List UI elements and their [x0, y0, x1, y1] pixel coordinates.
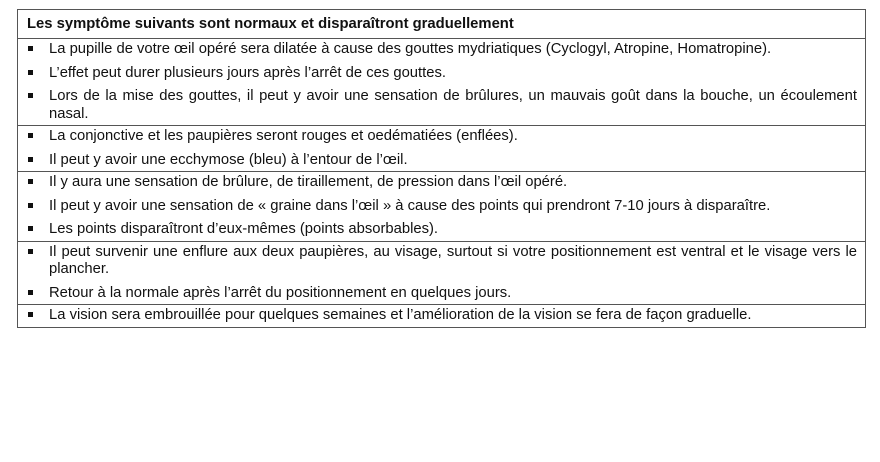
list-item [18, 174, 865, 192]
square-bullet-icon [28, 179, 33, 184]
section-pupil-dilation [18, 39, 865, 125]
list-item-text: Il peut y avoir une ecchymose (bleu) à l’entour de l’œil. [49, 151, 408, 168]
list-item [18, 41, 865, 59]
list-item [18, 65, 865, 83]
section-stitches [18, 171, 865, 241]
symptoms-table [17, 9, 866, 328]
square-bullet-icon [28, 249, 33, 254]
list-item [18, 221, 865, 239]
square-bullet-icon [28, 203, 33, 208]
list-item [18, 198, 865, 216]
square-bullet-icon [28, 226, 33, 231]
list-item-text: Retour à la normale après l’arrêt du positionnement en quelques jours. [49, 284, 512, 301]
list-item [18, 244, 865, 279]
section-eyelids [18, 125, 865, 171]
list-item-text: La pupille de votre œil opéré sera dilatée à cause des gouttes mydriatiques (Cyclogyl, Atropine, Homatropine). [49, 41, 772, 57]
square-bullet-icon [28, 157, 33, 162]
square-bullet-icon [28, 93, 33, 98]
list-item-text: Il peut y avoir une sensation de « graine dans l’œil » à cause des points qui prendront 7-10 jours à disparaître. [49, 197, 771, 214]
table-header: Les symptôme suivants sont normaux et disparaîtront graduellement [18, 10, 865, 39]
square-bullet-icon [28, 312, 33, 317]
square-bullet-icon [28, 46, 33, 51]
list-item [18, 152, 865, 170]
list-item [18, 128, 865, 146]
list-item-text: La conjonctive et les paupières seront rouges et oedématiées (enflées). [49, 128, 518, 144]
list-item [18, 285, 865, 303]
list-item-text: Lors de la mise des gouttes, il peut y avoir une sensation de brûlures, un mauvais goût dans la bouche, un écoulement nasal. [49, 88, 857, 122]
square-bullet-icon [28, 133, 33, 138]
section-vision [18, 304, 865, 327]
list-item-text: Les points disparaîtront d’eux-mêmes (points absorbables). [49, 221, 439, 237]
list-item-text: Il y aura une sensation de brûlure, de tiraillement, de pression dans l’œil opéré. [49, 174, 568, 190]
list-item-text: Il peut survenir une enflure aux deux paupières, au visage, surtout si votre positionnement est ventral et le visage vers le plancher. [49, 243, 857, 277]
list-item-text: L’effet peut durer plusieurs jours après l’arrêt de ces gouttes. [49, 64, 447, 81]
list-item-text: La vision sera embrouillée pour quelques semaines et l’amélioration de la vision se fera de façon graduelle. [49, 307, 752, 323]
square-bullet-icon [28, 290, 33, 295]
square-bullet-icon [28, 70, 33, 75]
section-swelling [18, 241, 865, 305]
list-item [18, 307, 865, 325]
list-item [18, 88, 865, 123]
